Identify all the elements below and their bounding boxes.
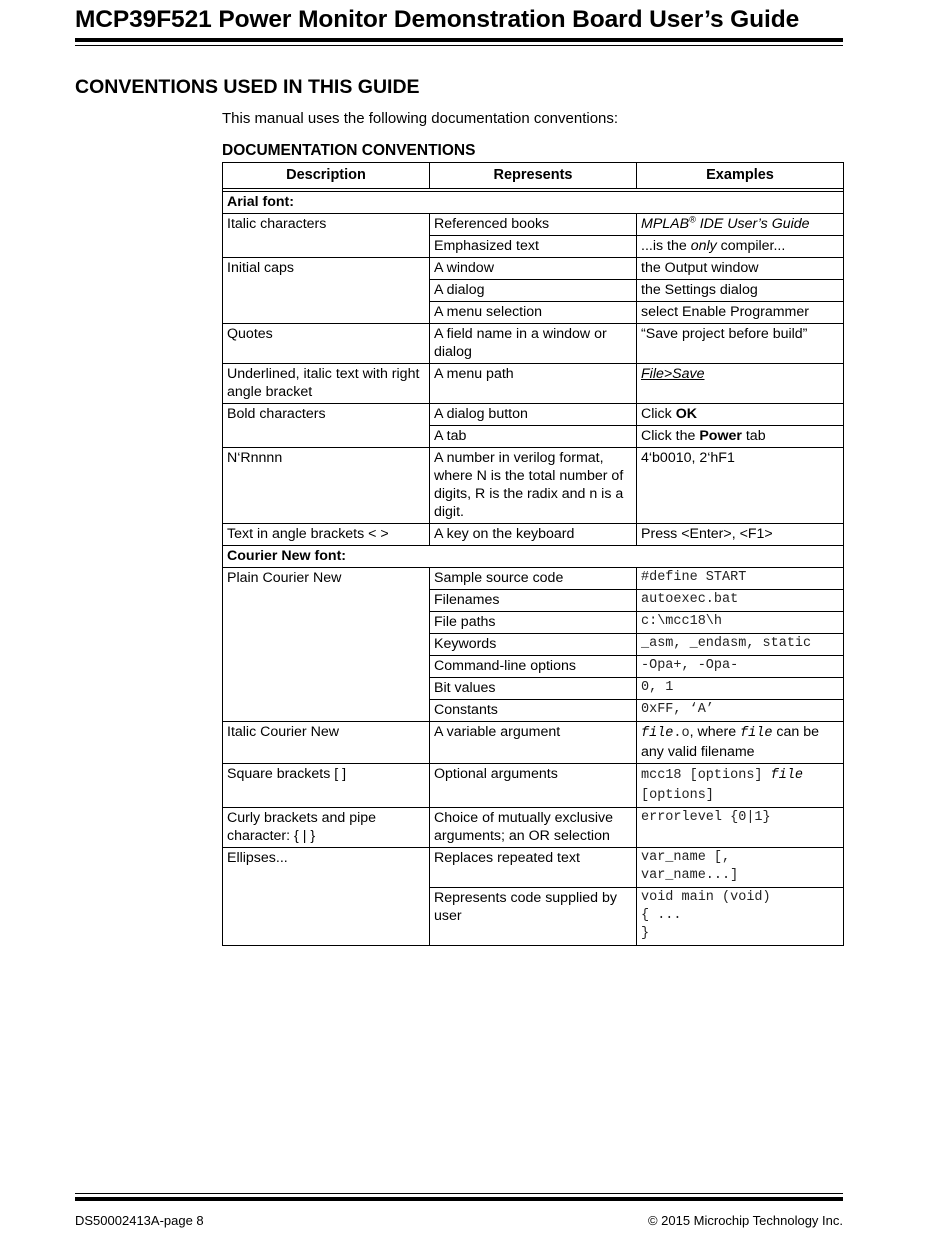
table-row bbox=[223, 404, 844, 426]
footer-doc-number: DS50002413A-page 8 bbox=[75, 1213, 204, 1228]
example-cell: -Opa+, -Opa- bbox=[637, 656, 844, 678]
example-cell: c:\mcc18\h bbox=[637, 612, 844, 634]
represents-cell: Represents code supplied by user bbox=[430, 888, 637, 946]
desc-cell: Ellipses... bbox=[223, 848, 430, 946]
conventions-table bbox=[222, 162, 844, 946]
represents-cell: A window bbox=[430, 258, 637, 280]
example-cell: Press <Enter>, <F1> bbox=[637, 524, 844, 546]
represents-cell: Sample source code bbox=[430, 568, 637, 590]
table-caption: DOCUMENTATION CONVENTIONS bbox=[222, 142, 476, 159]
footer-rule-thick bbox=[75, 1197, 843, 1201]
example-cell: “Save project before build” bbox=[637, 324, 844, 364]
example-cell: MPLAB® IDE User’s Guide bbox=[637, 214, 844, 236]
represents-cell: A menu selection bbox=[430, 302, 637, 324]
example-cell: the Output window bbox=[637, 258, 844, 280]
group-row-courier bbox=[223, 546, 844, 568]
represents-cell: A key on the keyboard bbox=[430, 524, 637, 546]
desc-cell: N‘Rnnnn bbox=[223, 448, 430, 524]
example-cell: ...is the only compiler... bbox=[637, 236, 844, 258]
column-header-examples: Examples bbox=[637, 163, 844, 189]
page-title: MCP39F521 Power Monitor Demonstration Board User’s Guide bbox=[75, 6, 800, 33]
table-row bbox=[223, 808, 844, 848]
represents-cell: Keywords bbox=[430, 634, 637, 656]
represents-cell: A dialog bbox=[430, 280, 637, 302]
represents-cell: Bit values bbox=[430, 678, 637, 700]
represents-cell: Referenced books bbox=[430, 214, 637, 236]
table-row bbox=[223, 258, 844, 280]
table-header-row bbox=[223, 163, 844, 189]
example-cell: #define START bbox=[637, 568, 844, 590]
represents-cell: Choice of mutually exclusive arguments; an OR selection bbox=[430, 808, 637, 848]
desc-cell: Plain Courier New bbox=[223, 568, 430, 722]
example-cell: Click the Power tab bbox=[637, 426, 844, 448]
header-rule-thick bbox=[75, 38, 843, 42]
table-row bbox=[223, 568, 844, 590]
desc-cell: Bold characters bbox=[223, 404, 430, 448]
example-cell: var_name [, var_name...] bbox=[637, 848, 844, 888]
table-row bbox=[223, 722, 844, 764]
desc-cell: Initial caps bbox=[223, 258, 430, 324]
represents-cell: A dialog button bbox=[430, 404, 637, 426]
desc-cell: Underlined, italic text with right angle bracket bbox=[223, 364, 430, 404]
desc-cell: Text in angle brackets < > bbox=[223, 524, 430, 546]
desc-cell: Curly brackets and pipe character: { | } bbox=[223, 808, 430, 848]
example-cell: errorlevel {0|1} bbox=[637, 808, 844, 848]
represents-cell: Replaces repeated text bbox=[430, 848, 637, 888]
header-rule-thin bbox=[75, 45, 843, 46]
represents-cell: Optional arguments bbox=[430, 764, 637, 808]
example-cell: Click OK bbox=[637, 404, 844, 426]
desc-cell: Square brackets [ ] bbox=[223, 764, 430, 808]
represents-cell: File paths bbox=[430, 612, 637, 634]
represents-cell: A menu path bbox=[430, 364, 637, 404]
group-label-arial: Arial font: bbox=[223, 192, 844, 214]
represents-cell: Filenames bbox=[430, 590, 637, 612]
column-header-description: Description bbox=[223, 163, 430, 189]
footer-rule-thin bbox=[75, 1193, 843, 1194]
table-row bbox=[223, 324, 844, 364]
table-row bbox=[223, 764, 844, 808]
example-cell: autoexec.bat bbox=[637, 590, 844, 612]
example-cell: mcc18 [options] file [options] bbox=[637, 764, 844, 808]
table-row bbox=[223, 214, 844, 236]
section-title: CONVENTIONS USED IN THIS GUIDE bbox=[75, 76, 420, 98]
represents-cell: Command-line options bbox=[430, 656, 637, 678]
table-row bbox=[223, 364, 844, 404]
intro-text: This manual uses the following documentation conventions: bbox=[222, 110, 619, 127]
example-cell: select Enable Programmer bbox=[637, 302, 844, 324]
desc-cell: Italic Courier New bbox=[223, 722, 430, 764]
table-row bbox=[223, 448, 844, 524]
represents-cell: A tab bbox=[430, 426, 637, 448]
example-cell: the Settings dialog bbox=[637, 280, 844, 302]
represents-cell: Constants bbox=[430, 700, 637, 722]
represents-cell: A number in verilog format, where N is the total number of digits, R is the radix and n is a digit. bbox=[430, 448, 637, 524]
example-cell: _asm, _endasm, static bbox=[637, 634, 844, 656]
table-row bbox=[223, 524, 844, 546]
footer-copyright: © 2015 Microchip Technology Inc. bbox=[647, 1213, 843, 1228]
group-row-arial bbox=[223, 192, 844, 214]
group-label-courier: Courier New font: bbox=[223, 546, 844, 568]
example-cell: 0xFF, ‘A’ bbox=[637, 700, 844, 722]
represents-cell: A variable argument bbox=[430, 722, 637, 764]
example-cell: 4‘b0010, 2‘hF1 bbox=[637, 448, 844, 524]
desc-cell: Italic characters bbox=[223, 214, 430, 258]
column-header-represents: Represents bbox=[430, 163, 637, 189]
example-cell: 0, 1 bbox=[637, 678, 844, 700]
example-cell: File>Save bbox=[637, 364, 844, 404]
represents-cell: Emphasized text bbox=[430, 236, 637, 258]
example-cell: file.o, where file can be any valid filename bbox=[637, 722, 844, 764]
desc-cell: Quotes bbox=[223, 324, 430, 364]
represents-cell: A field name in a window or dialog bbox=[430, 324, 637, 364]
example-cell: void main (void) { ... } bbox=[637, 888, 844, 946]
table-row bbox=[223, 848, 844, 888]
